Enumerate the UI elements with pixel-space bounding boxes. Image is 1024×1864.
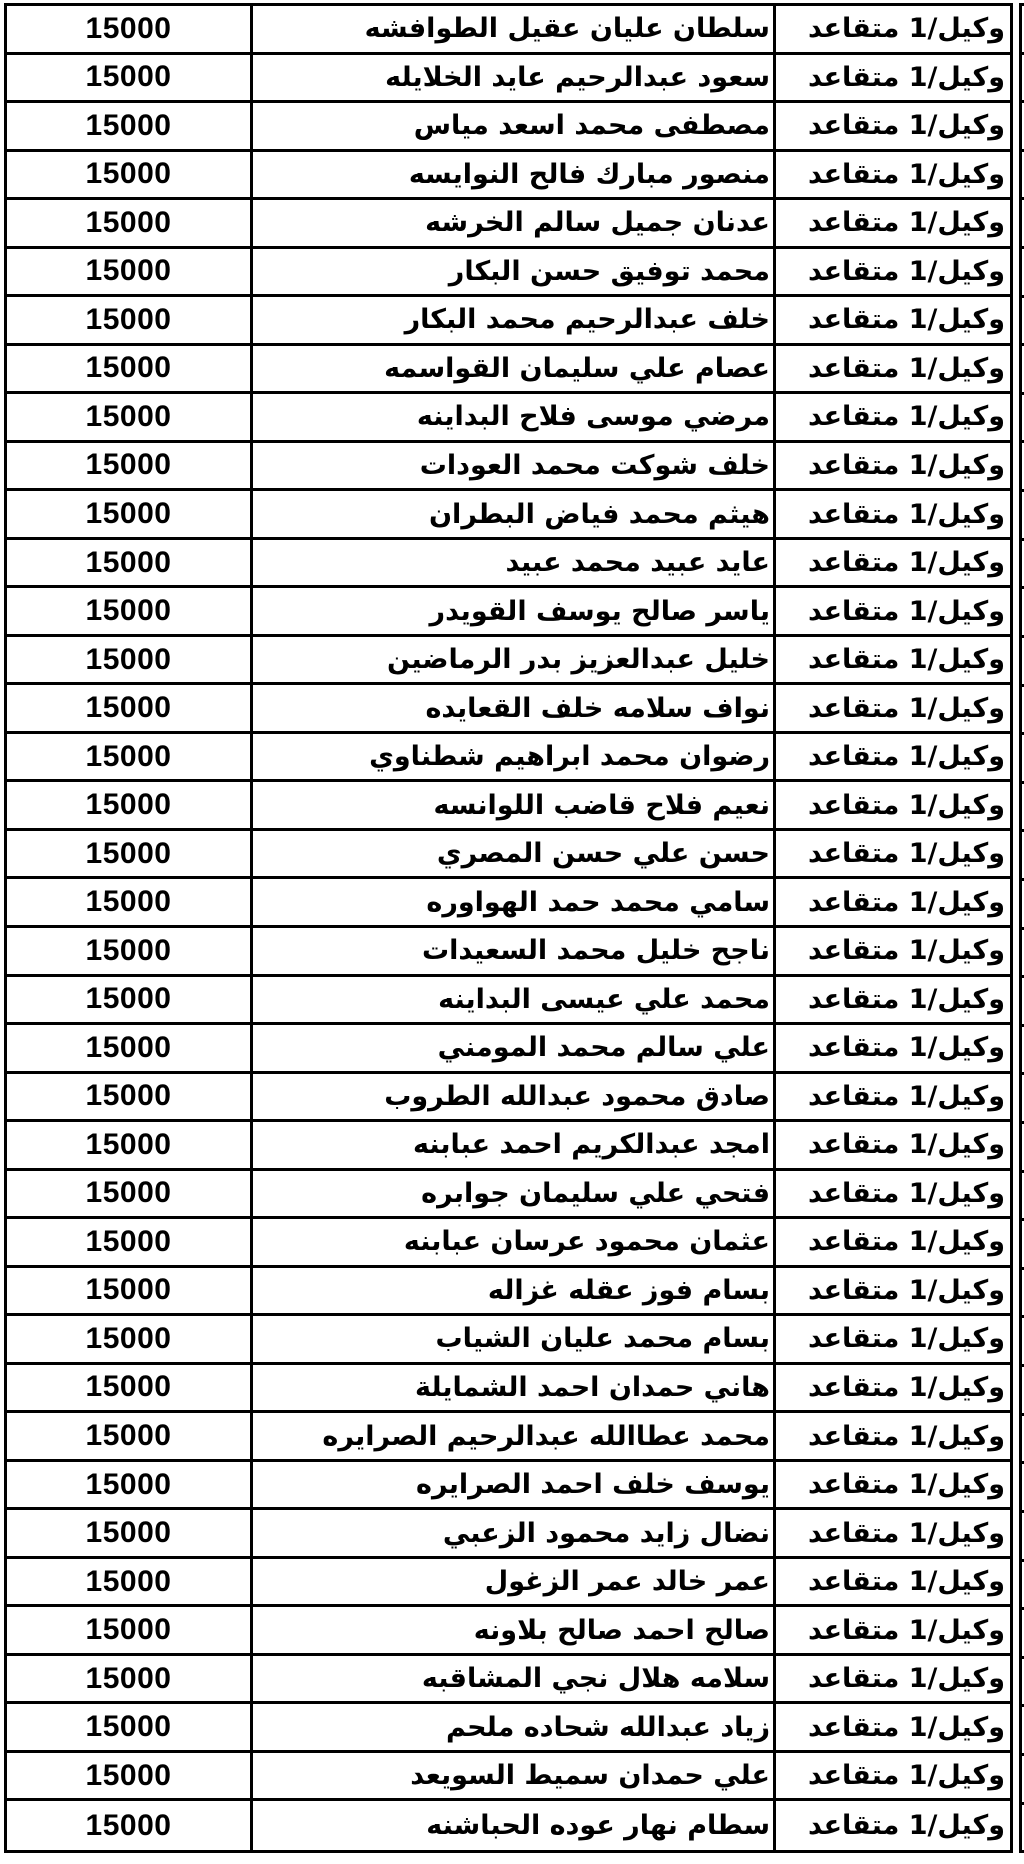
rank-cell: وكيل/1 متقاعد	[776, 103, 1010, 152]
rank-cell: وكيل/1 متقاعد	[776, 1025, 1010, 1074]
name-cell: زياد عبدالله شحاده ملحم	[253, 1704, 776, 1753]
rank-cell: وكيل/1 متقاعد	[776, 1365, 1010, 1414]
amount-cell: 15000	[7, 1656, 253, 1705]
rank-cell: وكيل/1 متقاعد	[776, 734, 1010, 783]
amount-cell: 15000	[7, 491, 253, 540]
name-cell: سلطان عليان عقيل الطوافشه	[253, 6, 776, 55]
rank-cell: وكيل/1 متقاعد	[776, 1219, 1010, 1268]
name-cell: نواف سلامه خلف القعايده	[253, 685, 776, 734]
amount-cell: 15000	[7, 1559, 253, 1608]
name-cell: هيثم محمد فياض البطران	[253, 491, 776, 540]
amount-cell: 15000	[7, 1510, 253, 1559]
amount-cell: 15000	[7, 152, 253, 201]
name-cell: خليل عبدالعزيز بدر الرماضين	[253, 637, 776, 686]
rank-cell: وكيل/1 متقاعد	[776, 1074, 1010, 1123]
rank-cell: وكيل/1 متقاعد	[776, 1559, 1010, 1608]
amount-cell: 15000	[7, 346, 253, 395]
name-cell: محمد توفيق حسن البكار	[253, 249, 776, 298]
name-cell: عمر خالد عمر الزغول	[253, 1559, 776, 1608]
amount-cell: 15000	[7, 1704, 253, 1753]
amount-cell: 15000	[7, 6, 253, 55]
name-cell: منصور مبارك فالح النوايسه	[253, 152, 776, 201]
rank-cell: وكيل/1 متقاعد	[776, 1753, 1010, 1802]
name-cell: يوسف خلف احمد الصرايره	[253, 1462, 776, 1511]
name-cell: سعود عبدالرحيم عايد الخلايله	[253, 55, 776, 104]
name-cell: هاني حمدان احمد الشمايلة	[253, 1365, 776, 1414]
rank-cell: وكيل/1 متقاعد	[776, 831, 1010, 880]
rank-cell: وكيل/1 متقاعد	[776, 1171, 1010, 1220]
amount-cell: 15000	[7, 1316, 253, 1365]
rank-cell: وكيل/1 متقاعد	[776, 443, 1010, 492]
rank-cell: وكيل/1 متقاعد	[776, 977, 1010, 1026]
rank-cell: وكيل/1 متقاعد	[776, 540, 1010, 589]
name-cell: محمد عطاالله عبدالرحيم الصرايره	[253, 1413, 776, 1462]
amount-cell: 15000	[7, 588, 253, 637]
rank-cell: وكيل/1 متقاعد	[776, 1510, 1010, 1559]
rank-cell: وكيل/1 متقاعد	[776, 588, 1010, 637]
amount-cell: 15000	[7, 685, 253, 734]
amount-cell: 15000	[7, 1074, 253, 1123]
name-cell: علي حمدان سميط السويعد	[253, 1753, 776, 1802]
name-cell: سامي محمد حمد الهواوره	[253, 879, 776, 928]
name-cell: سطام نهار عوده الحباشنه	[253, 1801, 776, 1850]
amount-cell: 15000	[7, 1413, 253, 1462]
rank-cell: وكيل/1 متقاعد	[776, 1607, 1010, 1656]
rank-cell: وكيل/1 متقاعد	[776, 1656, 1010, 1705]
amount-cell: 15000	[7, 1801, 253, 1850]
amount-cell: 15000	[7, 977, 253, 1026]
amount-cell: 15000	[7, 831, 253, 880]
name-cell: ناجح خليل محمد السعيدات	[253, 928, 776, 977]
name-cell: فتحي علي سليمان جوابره	[253, 1171, 776, 1220]
amount-cell: 15000	[7, 1268, 253, 1317]
rank-cell: وكيل/1 متقاعد	[776, 1316, 1010, 1365]
rank-cell: وكيل/1 متقاعد	[776, 1462, 1010, 1511]
name-cell: ياسر صالح يوسف القويدر	[253, 588, 776, 637]
rank-cell: وكيل/1 متقاعد	[776, 152, 1010, 201]
amount-cell: 15000	[7, 1122, 253, 1171]
amount-cell: 15000	[7, 55, 253, 104]
rank-cell: وكيل/1 متقاعد	[776, 685, 1010, 734]
amount-cell: 15000	[7, 103, 253, 152]
rank-cell: وكيل/1 متقاعد	[776, 394, 1010, 443]
cutoff-column-sliver	[1019, 3, 1024, 1853]
name-cell: صادق محمود عبدالله الطروب	[253, 1074, 776, 1123]
name-cell: رضوان محمد ابراهيم شطناوي	[253, 734, 776, 783]
rank-cell: وكيل/1 متقاعد	[776, 637, 1010, 686]
amount-cell: 15000	[7, 1607, 253, 1656]
amount-cell: 15000	[7, 879, 253, 928]
amount-cell: 15000	[7, 1025, 253, 1074]
name-cell: مصطفى محمد اسعد مياس	[253, 103, 776, 152]
name-cell: خلف شوكت محمد العودات	[253, 443, 776, 492]
rank-cell: وكيل/1 متقاعد	[776, 782, 1010, 831]
name-cell: خلف عبدالرحيم محمد البكار	[253, 297, 776, 346]
rank-cell: وكيل/1 متقاعد	[776, 1268, 1010, 1317]
name-cell: سلامه هلال نجي المشاقبه	[253, 1656, 776, 1705]
amount-cell: 15000	[7, 200, 253, 249]
rank-cell: وكيل/1 متقاعد	[776, 879, 1010, 928]
rank-cell: وكيل/1 متقاعد	[776, 200, 1010, 249]
amount-cell: 15000	[7, 637, 253, 686]
name-cell: نضال زايد محمود الزعبي	[253, 1510, 776, 1559]
amount-cell: 15000	[7, 1365, 253, 1414]
name-cell: عثمان محمود عرسان عبابنه	[253, 1219, 776, 1268]
name-cell: بسام فوز عقله غزاله	[253, 1268, 776, 1317]
amount-cell: 15000	[7, 297, 253, 346]
name-cell: مرضي موسى فلاح البداينه	[253, 394, 776, 443]
amount-cell: 15000	[7, 928, 253, 977]
amount-cell: 15000	[7, 1753, 253, 1802]
name-cell: نعيم فلاح قاضب اللوانسه	[253, 782, 776, 831]
rank-cell: وكيل/1 متقاعد	[776, 6, 1010, 55]
name-cell: امجد عبدالكريم احمد عبابنه	[253, 1122, 776, 1171]
amount-cell: 15000	[7, 394, 253, 443]
name-cell: علي سالم محمد المومني	[253, 1025, 776, 1074]
amount-cell: 15000	[7, 249, 253, 298]
amount-cell: 15000	[7, 782, 253, 831]
name-cell: حسن علي حسن المصري	[253, 831, 776, 880]
amount-cell: 15000	[7, 1219, 253, 1268]
rank-cell: وكيل/1 متقاعد	[776, 491, 1010, 540]
name-cell: محمد علي عيسى البداينه	[253, 977, 776, 1026]
name-cell: صالح احمد صالح بلاونه	[253, 1607, 776, 1656]
amount-cell: 15000	[7, 443, 253, 492]
rank-cell: وكيل/1 متقاعد	[776, 297, 1010, 346]
amount-cell: 15000	[7, 1171, 253, 1220]
rank-cell: وكيل/1 متقاعد	[776, 928, 1010, 977]
rank-cell: وكيل/1 متقاعد	[776, 1413, 1010, 1462]
amount-cell: 15000	[7, 1462, 253, 1511]
amount-cell: 15000	[7, 734, 253, 783]
rank-cell: وكيل/1 متقاعد	[776, 1704, 1010, 1753]
pension-table	[4, 3, 1013, 1853]
name-cell: عدنان جميل سالم الخرشه	[253, 200, 776, 249]
rank-cell: وكيل/1 متقاعد	[776, 346, 1010, 395]
name-cell: عصام علي سليمان القواسمه	[253, 346, 776, 395]
amount-cell: 15000	[7, 540, 253, 589]
name-cell: بسام محمد عليان الشياب	[253, 1316, 776, 1365]
rank-cell: وكيل/1 متقاعد	[776, 1122, 1010, 1171]
rank-cell: وكيل/1 متقاعد	[776, 55, 1010, 104]
rank-cell: وكيل/1 متقاعد	[807, 1810, 1005, 1842]
rank-cell: وكيل/1 متقاعد	[776, 249, 1010, 298]
name-cell: عايد عبيد محمد عبيد	[253, 540, 776, 589]
